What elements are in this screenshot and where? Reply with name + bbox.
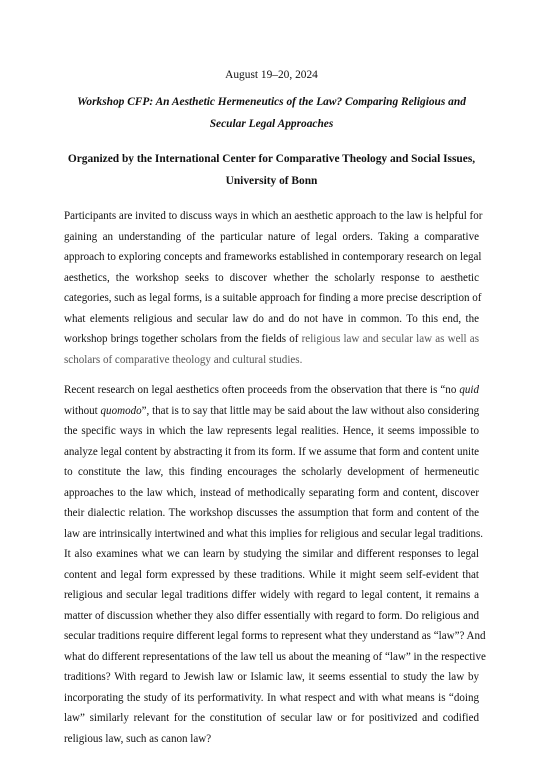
paragraph-text: workshop brings together scholars from the fields of bbox=[64, 333, 299, 345]
paragraph-research bbox=[64, 380, 486, 749]
workshop-date: August 19–20, 2024 bbox=[225, 69, 318, 81]
paragraph-line: religious and secular legal traditions differ widely with regard to legal content, it remains a bbox=[64, 589, 479, 601]
paragraph-line: matter of discussion whether they also differ essentially with regard to form. Do religious and bbox=[64, 609, 479, 622]
paragraph-line: analyze legal content by abstracting it from its form. If we assume that form and content unite bbox=[64, 445, 480, 458]
paragraph-line: categories, such as legal forms, is a suitable approach for finding a more precise description of bbox=[64, 292, 482, 304]
paragraph-line: incorporating the study of its performativity. In what respect and with what means is “doing bbox=[64, 691, 479, 704]
italic-term-quid: quid bbox=[459, 384, 479, 396]
paragraph-line: to constitute the law, this finding encourages the scholarly development of hermeneutic bbox=[64, 466, 479, 478]
paragraph-line: approaches to the law which, instead of methodically separating form and content, discover bbox=[64, 486, 479, 499]
organizer-line-1: Organized by the International Center for Comparative Theology and Social Issues, bbox=[67, 153, 476, 165]
paragraph-line: the specific ways in which the law represents legal realities. Hence, it seems impossible to bbox=[64, 425, 479, 437]
workshop-title bbox=[64, 91, 479, 135]
paragraph-line: what elements religious and secular law do and do not have in common. To this end, the bbox=[64, 312, 479, 325]
paragraph-line-mixed bbox=[64, 329, 479, 350]
paragraph-text: ”, that is to say that little may be said about the law without also considering bbox=[141, 404, 480, 417]
paragraph-line: religious law, such as canon law? bbox=[64, 732, 212, 745]
workshop-title-line-2: Secular Legal Approaches bbox=[209, 118, 334, 130]
paragraph-line-mixed bbox=[64, 380, 479, 401]
paragraph-line: what do different representations of the law tell us about the meaning of “law” in the respective bbox=[64, 650, 486, 663]
organizer-heading bbox=[64, 148, 479, 192]
paragraph-line-mixed bbox=[64, 401, 479, 422]
paragraph-line: It also examines what we can learn by studying the similar and different responses to legal bbox=[64, 548, 479, 560]
paragraph-line: aesthetics, the workshop seeks to discover whether the scholarly response to aesthetic bbox=[64, 271, 479, 284]
paragraph-line: gaining an understanding of the particular nature of legal orders. Taking a comparative bbox=[64, 230, 479, 243]
paragraph-text-gray: religious law and secular law as well as bbox=[301, 333, 479, 345]
paragraph-text: without bbox=[64, 404, 101, 417]
paragraph-line: traditions? With regard to Jewish law or Islamic law, it seems essential to study the law by bbox=[64, 671, 479, 683]
paragraph-line: Participants are invited to discuss ways in which an aesthetic approach to the law is helpful for bbox=[64, 210, 483, 222]
paragraph-line: their dialectic relation. The workshop discusses the assumption that form and content of the bbox=[64, 507, 479, 519]
organizer-line-2: University of Bonn bbox=[225, 175, 318, 187]
paragraph-line: scholars of comparative theology and cultural studies. bbox=[64, 353, 303, 366]
paragraph-line: law are intrinsically intertwined and what this implies for religious and secular legal traditions. bbox=[64, 527, 484, 540]
paragraph-invitation bbox=[64, 206, 483, 370]
paragraph-line: content and legal form expressed by these traditions. While it might seem self-evident that bbox=[64, 568, 479, 581]
italic-term-quomodo: quomodo bbox=[100, 404, 142, 417]
paragraph-text: Recent research on legal aesthetics often proceeds from the observation that there is “no bbox=[64, 384, 460, 396]
workshop-title-line-1: Workshop CFP: An Aesthetic Hermeneutics of the Law? Comparing Religious and bbox=[77, 96, 466, 108]
paragraph-line: secular traditions require different legal forms to represent what they understand as “law”? And bbox=[64, 630, 486, 642]
paragraph-line: law” similarly relevant for the constitution of secular law or for positivized and codified bbox=[64, 712, 479, 724]
paragraph-line: approach to exploring concepts and frameworks established in contemporary research on legal bbox=[64, 251, 482, 263]
